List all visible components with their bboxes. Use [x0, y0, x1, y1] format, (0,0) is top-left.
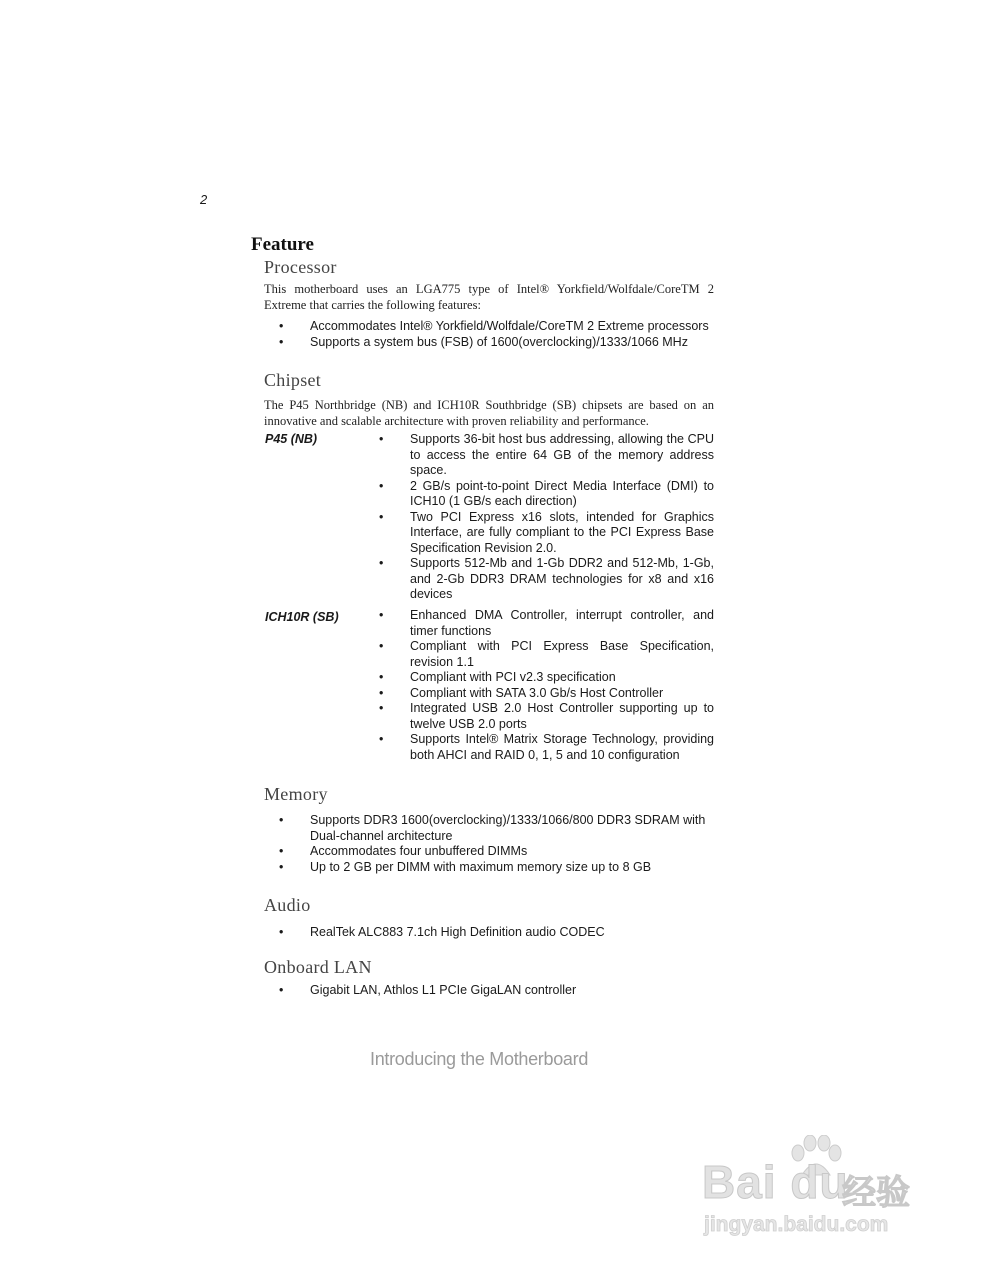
list-item: • Supports DDR3 1600(overclocking)/1333/1066/800 DDR3 SDRAM with Dual-channel architecture: [279, 813, 714, 844]
lan-list: [279, 983, 714, 999]
page-number: 2: [200, 192, 208, 207]
chipset-heading: Chipset: [264, 370, 322, 390]
list-item: • Enhanced DMA Controller, interrupt controller, and timer functions: [379, 608, 714, 639]
processor-paragraph: This motherboard uses an LGA775 type of Intel® Yorkfield/Wolfdale/CoreTM 2 Extreme that carries the following features:: [264, 282, 714, 312]
list-item: • Accommodates four unbuffered DIMMs: [279, 844, 714, 860]
list-item: • Compliant with PCI v2.3 specification: [379, 670, 714, 686]
feature-heading: Feature: [251, 234, 314, 255]
processor-list: [279, 319, 714, 350]
list-item: • Integrated USB 2.0 Host Controller supporting up to twelve USB 2.0 ports: [379, 701, 714, 732]
memory-list: [279, 813, 714, 875]
nb-label: P45 (NB): [265, 432, 318, 446]
list-item: • Up to 2 GB per DIMM with maximum memory size up to 8 GB: [279, 860, 714, 876]
list-item: • Supports 512-Mb and 1-Gb DDR2 and 512-Mb, 1-Gb, and 2-Gb DDR3 DRAM technologies for x8 and x16 devices: [379, 556, 714, 603]
list-item: • RealTek ALC883 7.1ch High Definition audio CODEC: [279, 925, 714, 941]
list-item: • Supports Intel® Matrix Storage Technology, providing both AHCI and RAID 0, 1, 5 and 10 configuration: [379, 732, 714, 763]
list-item: • Two PCI Express x16 slots, intended for Graphics Interface, are fully compliant to the PCI Express Base Specification Revision 2.0.: [379, 510, 714, 557]
footer-caption: Introducing the Motherboard: [370, 1049, 589, 1069]
list-item: • Accommodates Intel® Yorkfield/Wolfdale/CoreTM 2 Extreme processors: [279, 319, 714, 335]
nb-list: [379, 432, 714, 603]
list-item: • 2 GB/s point-to-point Direct Media Interface (DMI) to ICH10 (1 GB/s each direction): [379, 479, 714, 510]
memory-heading: Memory: [264, 784, 328, 804]
list-item: • Compliant with SATA 3.0 Gb/s Host Controller: [379, 686, 714, 702]
sb-list: [379, 608, 714, 763]
list-item: • Supports a system bus (FSB) of 1600(overclocking)/1333/1066 MHz: [279, 335, 714, 351]
watermark-url: jingyan.baidu.com: [704, 1213, 889, 1236]
processor-heading: Processor: [264, 257, 337, 277]
audio-heading: Audio: [264, 895, 311, 915]
lan-heading: Onboard LAN: [264, 957, 372, 977]
chipset-paragraph: The P45 Northbridge (NB) and ICH10R Southbridge (SB) chipsets are based on an innovative and scalable architecture with proven reliability and performance.: [264, 398, 714, 428]
list-item: • Gigabit LAN, Athlos L1 PCIe GigaLAN controller: [279, 983, 714, 999]
baidu-watermark: [700, 1135, 940, 1245]
watermark-brand: Bai du: [702, 1156, 849, 1208]
sb-label: ICH10R (SB): [265, 610, 339, 624]
audio-list: [279, 925, 714, 941]
list-item: • Compliant with PCI Express Base Specification, revision 1.1: [379, 639, 714, 670]
watermark-cn: 经验: [842, 1173, 910, 1213]
list-item: • Supports 36-bit host bus addressing, allowing the CPU to access the entire 64 GB of the memory address space.: [379, 432, 714, 479]
